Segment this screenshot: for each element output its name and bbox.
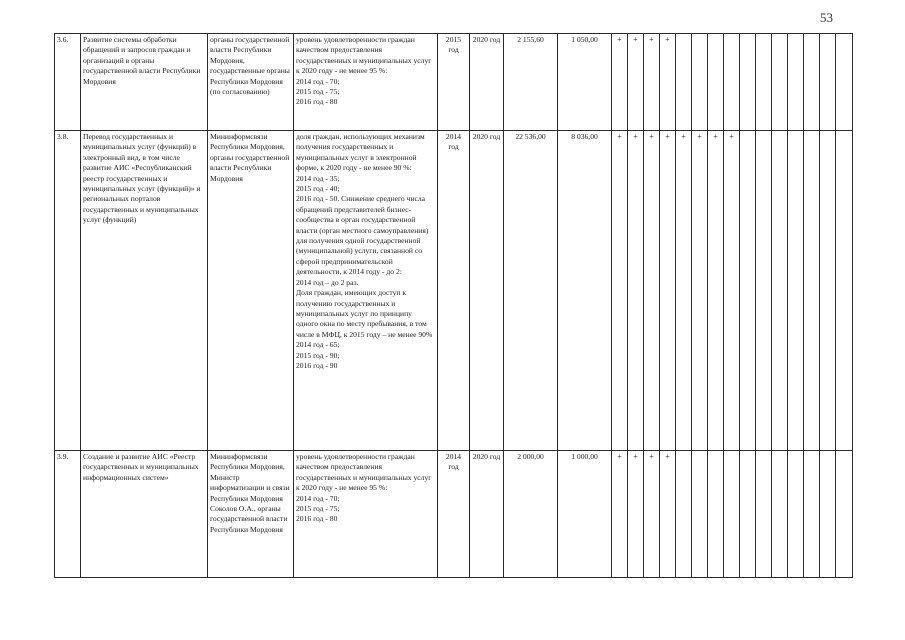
schedule-mark [788, 451, 804, 578]
table-row [55, 34, 853, 131]
schedule-mark: + [628, 451, 644, 578]
schedule-mark [836, 451, 853, 578]
schedule-mark [788, 131, 804, 451]
schedule-mark: + [612, 131, 628, 451]
indicator-line: 2015 год - 75; [296, 87, 340, 97]
schedule-mark: + [660, 451, 676, 578]
schedule-mark [804, 131, 820, 451]
schedule-mark [820, 131, 836, 451]
row-number: 3.6. [55, 34, 81, 131]
table-row [55, 451, 853, 578]
schedule-mark [740, 131, 756, 451]
schedule-mark [804, 451, 820, 578]
indicator-line: 2015 год - 75; [296, 504, 340, 514]
schedule-mark [708, 451, 724, 578]
budget-amount: 1 000,00 [558, 451, 612, 578]
indicator-line: уровень удовлетворенности граждан качеством предоставления государственных и муниципальных услуг к 2020 году - не менее 95 %: [296, 452, 434, 493]
target-indicator [294, 34, 438, 131]
schedule-mark [740, 451, 756, 578]
indicator-line: 2014 год - 35; [296, 173, 340, 183]
indicator-line: 2015 год - 40; [296, 184, 340, 194]
start-year: 2014 год [438, 451, 470, 578]
schedule-mark: + [628, 131, 644, 451]
schedule-mark: + [660, 34, 676, 131]
schedule-mark [772, 131, 788, 451]
schedule-mark: + [644, 131, 660, 451]
target-indicator [294, 451, 438, 578]
schedule-mark: + [644, 34, 660, 131]
indicator-line: 2016 год - 90 [296, 360, 338, 370]
indicator-line: 2016 год - 80 [296, 514, 338, 524]
schedule-mark: + [612, 451, 628, 578]
end-year: 2020 год [470, 451, 504, 578]
total-amount: 2 155,60 [504, 34, 558, 131]
schedule-mark: + [660, 131, 676, 451]
end-year: 2020 год [470, 131, 504, 451]
program-activities-table [54, 33, 853, 578]
indicator-line: 2016 год - 80 [296, 97, 338, 107]
schedule-mark: + [644, 451, 660, 578]
schedule-mark [724, 34, 740, 131]
schedule-mark [788, 34, 804, 131]
indicator-line: 2014 год – до 2 раз. [296, 277, 359, 287]
indicator-line: 2014 год - 65; [296, 340, 340, 350]
start-year: 2014 год [438, 131, 470, 451]
budget-amount: 8 036,00 [558, 131, 612, 451]
schedule-mark [676, 451, 692, 578]
indicator-line: Доля граждан, имеющих доступ к получению государственных и муниципальных услуг по принципу одного окна по месту пребывания, в том числе в МФЦ, к 2015 году – не менее 90% [296, 288, 433, 339]
schedule-mark [756, 451, 772, 578]
schedule-mark [772, 451, 788, 578]
total-amount: 2 000,00 [504, 451, 558, 578]
indicator-line: 2014 год - 70; [296, 493, 340, 503]
total-amount: 22 536,00 [504, 131, 558, 451]
schedule-mark [772, 34, 788, 131]
row-number: 3.9. [55, 451, 81, 578]
executor: Мининформсвязи Республики Мордовия, органы государственной власти Республики Мордовия [208, 131, 294, 451]
indicator-line: 2015 год - 90; [296, 350, 340, 360]
activity-name: Создание и развитие АИС «Реестр государственных и муниципальных информационных систем» [81, 451, 208, 578]
target-indicator [294, 131, 438, 451]
executor: органы государственной власти Республики Мордовия, государственные органы Республики Мордовия (по согласованию) [208, 34, 294, 131]
schedule-mark [708, 34, 724, 131]
indicator-line: доля граждан, использующих механизм получения государственных и муниципальных услуг в электронной форме, к 2020 году - не менее 90 %: [296, 132, 427, 173]
schedule-mark: + [708, 131, 724, 451]
row-number: 3.8. [55, 131, 81, 451]
schedule-mark [692, 451, 708, 578]
schedule-mark [804, 34, 820, 131]
schedule-mark [820, 34, 836, 131]
budget-amount: 1 050,00 [558, 34, 612, 131]
schedule-mark [836, 131, 853, 451]
schedule-mark [724, 451, 740, 578]
schedule-mark: + [676, 131, 692, 451]
schedule-mark: + [612, 34, 628, 131]
activity-name: Развитие системы обработки обращений и запросов граждан и организаций в органы государственной власти Республики Мордовия [81, 34, 208, 131]
schedule-mark: + [628, 34, 644, 131]
start-year: 2015 год [438, 34, 470, 131]
indicator-line: 2016 год - 50. Снижение среднего числа обращений представителей бизнес-сообщества в орган государственной власти (орган местного самоуправления) для получения одной государственной (муниципальной) услуги, связанной со сферой предпринимательской деятельности, к 2014 году - до 2: [296, 194, 431, 277]
indicator-line: 2014 год - 70; [296, 76, 340, 86]
executor: Мининформсвязи Республики Мордовия, Министр информатизации и связи Республики Мордовия Соколов О.А., органы государственной власти Республики Мордовия [208, 451, 294, 578]
end-year: 2020 год [470, 34, 504, 131]
schedule-mark [676, 34, 692, 131]
schedule-mark: + [724, 131, 740, 451]
schedule-mark [820, 451, 836, 578]
page-number: 53 [820, 10, 833, 25]
schedule-mark [740, 34, 756, 131]
activity-name: Перевод государственных и муниципальных услуг (функций) в электронный вид, в том числе развитие АИС «Республиканский реестр государственных и муниципальных услуг (функций)» и региональных порталов государственных и муниципальных услуг (функций) [81, 131, 208, 451]
schedule-mark [692, 34, 708, 131]
schedule-mark [836, 34, 853, 131]
table-row [55, 131, 853, 451]
schedule-mark [756, 34, 772, 131]
indicator-line: уровень удовлетворенности граждан качеством предоставления государственных и муниципальных услуг к 2020 году - не менее 95 %: [296, 35, 434, 76]
schedule-mark [756, 131, 772, 451]
schedule-mark: + [692, 131, 708, 451]
